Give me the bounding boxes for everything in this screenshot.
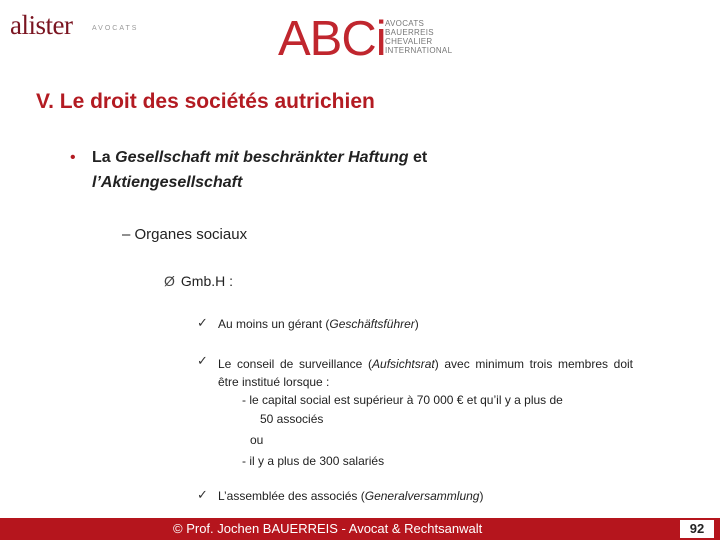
item-1-suffix: ) bbox=[414, 317, 419, 331]
abci-line: INTERNATIONAL bbox=[385, 46, 453, 55]
level1-bullet bbox=[70, 145, 540, 195]
level3-item bbox=[164, 273, 233, 289]
level1-middle: et bbox=[408, 149, 428, 166]
page-number-box bbox=[680, 520, 714, 538]
level2-item: – Organes sociaux bbox=[122, 226, 248, 243]
level1-term2: l’Aktiengesellschaft bbox=[92, 174, 243, 191]
item-2-prefix: Le conseil de surveillance ( bbox=[218, 357, 373, 371]
level1-prefix: La bbox=[92, 149, 116, 166]
footer-bar bbox=[0, 518, 720, 540]
level1-text bbox=[70, 145, 540, 195]
item-1-prefix: Au moins un gérant ( bbox=[218, 317, 330, 331]
item-3-term: Generalversammlung bbox=[364, 489, 480, 503]
level1-term1: Gesellschaft mit beschränkter Haftung bbox=[115, 149, 409, 166]
abci-logo-letters: ABCi bbox=[278, 12, 386, 66]
item-2-term: Aufsichtsrat bbox=[372, 357, 435, 371]
bullet-dot: • bbox=[70, 149, 76, 166]
item-1-term: Geschäftsführer bbox=[329, 317, 415, 331]
item-3 bbox=[218, 489, 483, 503]
level3-text: Gmb.H : bbox=[180, 273, 234, 289]
slide-title: V. Le droit des sociétés autrichien bbox=[36, 90, 375, 113]
sub-item-2: - il y a plus de 300 salariés bbox=[242, 454, 385, 468]
abci-line: AVOCATS bbox=[385, 19, 425, 28]
arrow-bullet-icon: Ø bbox=[164, 273, 175, 289]
item-2 bbox=[218, 355, 633, 391]
sub-item-1-continued: 50 associés bbox=[260, 412, 324, 426]
item-3-suffix: ) bbox=[479, 489, 484, 503]
abci-logo-lines bbox=[385, 19, 452, 55]
sub-or: ou bbox=[250, 433, 264, 447]
abci-line: CHEVALIER bbox=[385, 37, 433, 46]
item-1 bbox=[218, 317, 419, 331]
alister-logo-sub: AVOCATS bbox=[92, 25, 139, 32]
abci-line: BAUERREIS bbox=[385, 28, 434, 37]
checkmark-icon: ✓ bbox=[197, 487, 208, 502]
checkmark-icon: ✓ bbox=[197, 353, 208, 368]
sub-item-1: - le capital social est supérieur à 70 000 € et qu’il y a plus de bbox=[242, 393, 563, 407]
alister-logo: alister bbox=[10, 10, 73, 40]
item-3-prefix: L’assemblée des associés ( bbox=[218, 489, 365, 503]
footer-text: © Prof. Jochen BAUERREIS - Avocat & Rechtsanwalt bbox=[173, 521, 483, 536]
item-2-suffix: ) avec minimum trois membres doit être institué lorsque : bbox=[218, 357, 633, 389]
checkmark-icon: ✓ bbox=[197, 315, 208, 330]
page-number: 92 bbox=[689, 521, 705, 536]
